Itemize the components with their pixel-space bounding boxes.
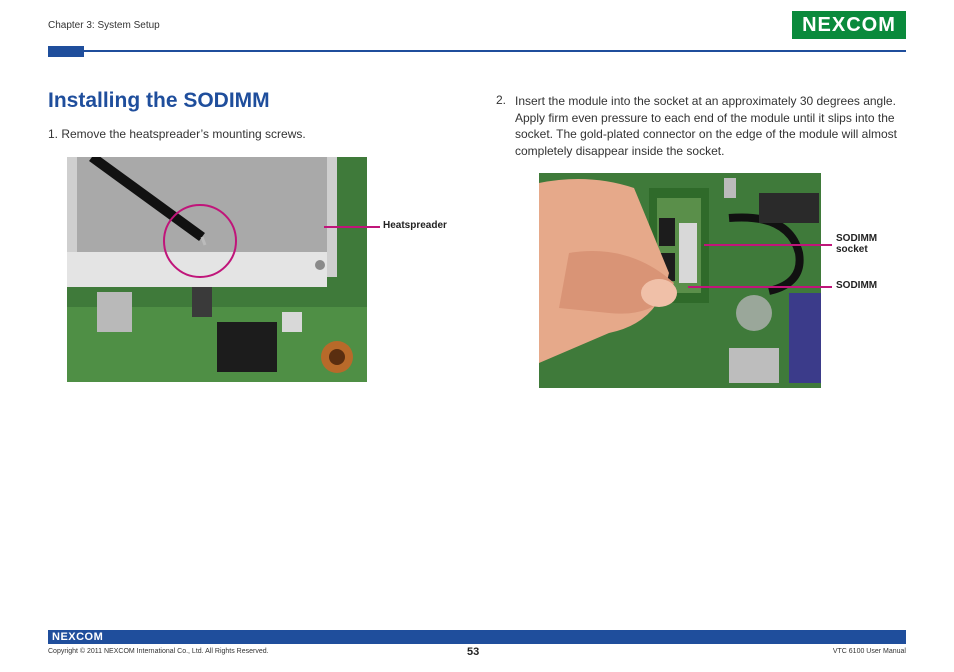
sodimm-photo-illustration bbox=[539, 173, 821, 388]
logo-text: NEXCOM bbox=[802, 14, 896, 36]
footer-bar bbox=[48, 630, 906, 644]
heatspreader-photo-illustration bbox=[67, 157, 367, 382]
nexcom-logo bbox=[792, 11, 906, 39]
manual-title: VTC 6100 User Manual bbox=[832, 648, 906, 655]
header-rule bbox=[48, 50, 906, 52]
footer-square-icon bbox=[890, 638, 896, 644]
sodimm-label: SODIMM bbox=[836, 280, 878, 291]
page-title: Installing the SODIMM bbox=[48, 89, 270, 112]
step-1-text: 1. Remove the heatspreader’s mounting screws. bbox=[48, 127, 306, 141]
page-number: 53 bbox=[467, 646, 480, 658]
heatspreader-callout-line bbox=[324, 226, 380, 228]
heatspreader-photo bbox=[67, 157, 367, 382]
sodimm-photo bbox=[539, 173, 821, 388]
sodimm-socket-callout-line bbox=[704, 244, 832, 246]
sodimm-socket-label: SODIMM socket bbox=[836, 233, 878, 255]
step-2-number: 2. bbox=[496, 93, 507, 107]
footer-logo: NEXCOM bbox=[52, 631, 104, 643]
header-tab-accent bbox=[48, 46, 84, 57]
footer-square-icon bbox=[898, 638, 904, 644]
chapter-title: Chapter 3: System Setup bbox=[48, 20, 160, 31]
sodimm-callout-line bbox=[688, 286, 832, 288]
step-2-text: Insert the module into the socket at an approximately 30 degrees angle. Apply firm even pressure to each end of the module until it slips into the socket. The gold-plated connector on the edge of the module will almost completely disappear inside the socket. bbox=[515, 94, 898, 158]
footer-square-icon bbox=[890, 630, 896, 636]
copyright-text: Copyright © 2011 NEXCOM International Co., Ltd. All Rights Reserved. bbox=[48, 648, 269, 655]
heatspreader-label: Heatspreader bbox=[383, 220, 447, 231]
